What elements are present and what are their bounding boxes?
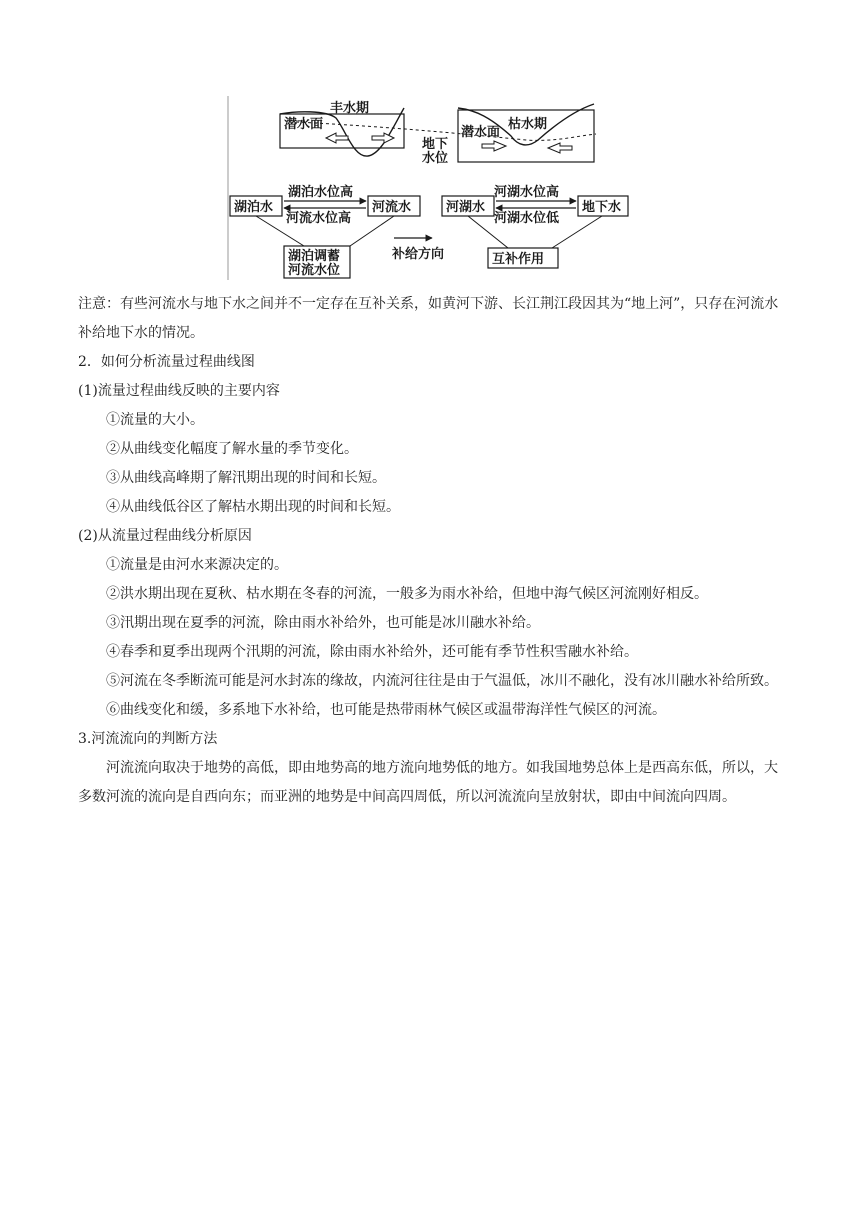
subsection-2-2-heading: (2)从流量过程曲线分析原因: [78, 528, 252, 544]
article-body: [78, 290, 784, 812]
section-2-heading: 2．如何分析流量过程曲线图: [78, 354, 255, 370]
note-paragraph: 注意：有些河流水与地下水之间并不一定存在互补关系，如黄河下游、长江荆江段因其为“地上河”，只存在河流水补给地下水的情况。: [78, 296, 779, 341]
mutual-supply-box: 互补作用: [492, 252, 545, 267]
dry-season-label: 枯水期: [508, 117, 548, 132]
list-item: ③汛期出现在夏季的河流，除由雨水补给外，也可能是冰川融水补给。: [106, 615, 540, 631]
river-groundwater-diagram: [226, 96, 630, 280]
subsection-2-1-heading: (1)流量过程曲线反映的主要内容: [78, 383, 280, 399]
list-item: ③从曲线高峰期了解汛期出现的时间和长短。: [106, 470, 386, 486]
lake-level-high-label: 湖泊水位高: [288, 185, 354, 200]
river-lake-water-box: 河湖水: [446, 200, 486, 215]
list-item: ②洪水期出现在夏秋、枯水期在冬春的河流，一般多为雨水补给，但地中海气候区河流刚好相反。: [106, 586, 708, 602]
river-water-box: 河流水: [372, 200, 412, 215]
dry-season-section: [458, 104, 594, 162]
list-item: ①流量是由河水来源决定的。: [106, 557, 288, 573]
lake-regulates-line1: 湖泊调蓄: [288, 249, 341, 264]
supply-direction-label: 补给方向: [392, 247, 445, 262]
list-item: ①流量的大小。: [106, 412, 204, 428]
section-3-heading: 3.河流流向的判断方法: [78, 731, 218, 747]
list-item: ②从曲线变化幅度了解水量的季节变化。: [106, 441, 358, 457]
water-table-label-right: 潜水面: [461, 125, 501, 140]
section-3-paragraph: 河流流向取决于地势的高低，即由地势高的地方流向地势低的地方。如我国地势总体上是西高东低，所以，大多数河流的流向是自西向东；而亚洲的地势是中间高四周低，所以河流流向呈放射状，即由中间流向四周。: [78, 760, 778, 805]
river-level-high-label: 河流水位高: [286, 211, 352, 226]
lake-regulates-line2: 河流水位: [288, 263, 341, 278]
wet-season-label: 丰水期: [330, 101, 370, 116]
list-item: ④从曲线低谷区了解枯水期出现的时间和长短。: [106, 499, 400, 515]
ground-water-box: 地下水: [582, 200, 622, 215]
list-item: ④春季和夏季出现两个汛期的河流，除由雨水补给外，还可能有季节性积雪融水补给。: [106, 644, 638, 660]
list-item: ⑤河流在冬季断流可能是河水封冻的缘故，内流河往往是由于气温低，冰川不融化，没有冰川融水补给所致。: [106, 673, 778, 689]
lake-water-box: 湖泊水: [234, 200, 274, 215]
water-table-label-left: 潜水面: [284, 117, 324, 132]
wet-season-section: [280, 100, 404, 156]
list-item: ⑥曲线变化和缓，多系地下水补给，也可能是热带雨林气候区或温带海洋性气候区的河流。: [106, 702, 666, 718]
groundwater-level-label-line2: 水位: [422, 151, 449, 166]
river-lake-level-high-label: 河湖水位高: [494, 185, 560, 200]
groundwater-level-label-line1: 地下: [422, 137, 449, 152]
river-lake-level-low-label: 河湖水位低: [494, 211, 560, 226]
